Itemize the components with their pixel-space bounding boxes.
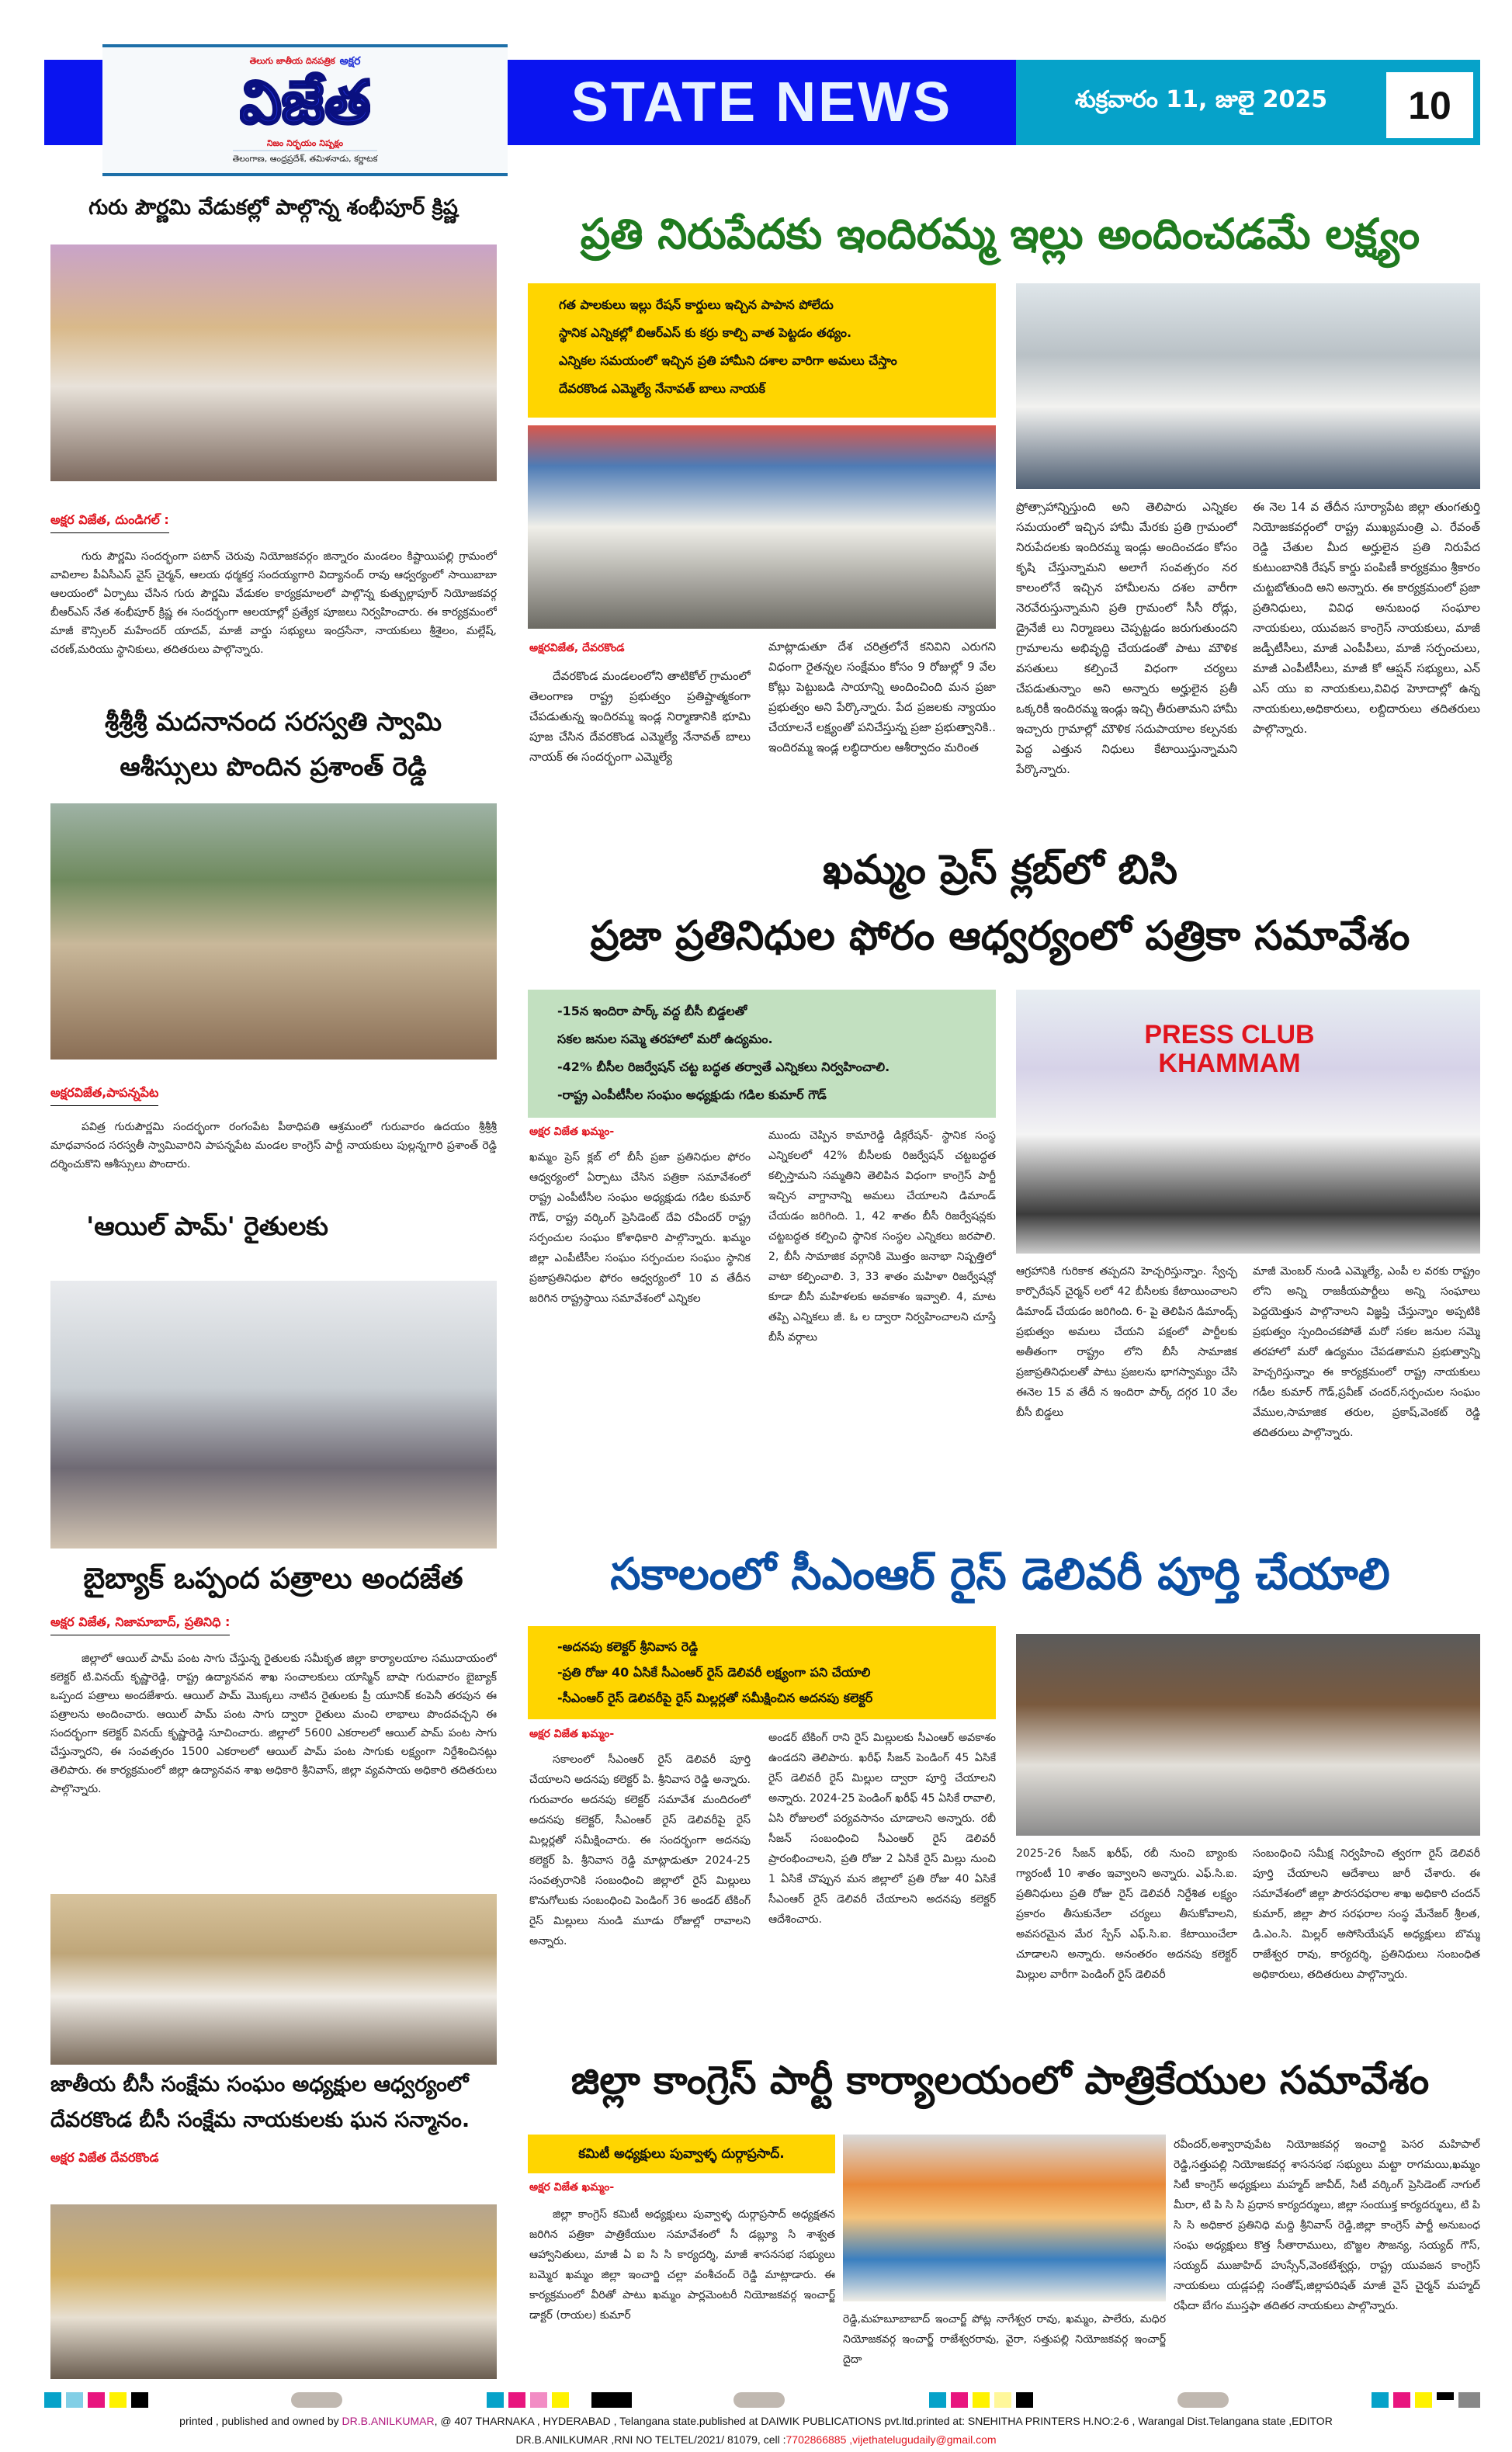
article-body: ముందు చెప్పిన కామారెడ్డి డిక్లరేషన్- స్థానిక సంస్థ ఎన్నికలలో 42% బీసీలకు రిజర్వేషన్ చట్టబద్ధత కల్పిస్తామని సమ్మతిని తెలిపిన విధంగా కాంగ్రెస్ పార్టీ ఇచ్చిన వాగ్దానాన్ని అమలు చేయాలని డిమాండ్ చేయడం జరిగింది. 1, 42 శాతం బీసీ రిజర్వేషన్లకు చట్టబద్ధత కల్పించి స్థానిక సంస్థల ఎన్నికలు జరపాలి. 2, బీసీ సామాజిక వర్గానికి మొత్తం జనాభా నిష్పత్తిలో వాటా కల్పించాలి. 3, 33 శాతం మహిళా రిజర్వేషన్లో కూడా బీసీ మహిళలకు అవకాశం ఇవ్వాలి. 4, మాట తప్పి ఎన్నికలు జీ. ఓ ల ద్వారా నిర్వహించాలని చూస్తే బీసీ వర్గాలు xyxy=(768,1129,996,1344)
article-headline: దేవరకొండ బీసీ సంక్షేమ నాయకులకు ఘన సన్మానం. xyxy=(50,2108,470,2132)
article-body: మాట్లాడుతూ దేశ చరిత్రలోనే కనివిని ఎరుగని విధంగా రైతన్నల సంక్షేమం కోసం 9 రోజుల్లో 9 వేల కోట్లు పెట్టుబడి సాయాన్ని అందించింది మన ప్రజా ప్రభుత్వం అని పేర్కొన్నారు. పేద ప్రజలకు న్యాయం చేయాలనే లక్ష్యంతో పనిచేస్తున్న ప్రజా ప్రభుత్వానికి.. ఇందిరమ్మ ఇండ్ల లబ్ధిదారుల ఆశీర్వాదం మరింత xyxy=(768,640,996,754)
imprint-text: printed , published and owned by xyxy=(179,2415,342,2427)
logo-prefix: అక్షర xyxy=(339,55,361,68)
photo-congress-meeting xyxy=(843,2135,1166,2301)
article-body: రెడ్డి,మహబూబాబాద్ ఇంచార్జ్ పోట్ల నాగేశ్వర రావు, ఖమ్మం, పాలేరు, మధిర నియోజకవర్గ ఇంచార్జ్ రాజేశ్వరరావు, వైరా, సత్తుపల్లి నియోజకవర్గ ఇంచార్జ్ దైదా xyxy=(843,2313,1166,2366)
photo-swamiji xyxy=(50,803,497,1060)
byline: అక్షర విజేత ఖమ్మం- xyxy=(529,1728,615,1740)
article-headline: ప్రజా ప్రతినిధుల ఫోరం ఆధ్వర్యంలో పత్రికా సమావేశం xyxy=(590,913,1410,959)
article-body: దేవరకొండ మండలంలోని తాటికోల్ గ్రామంలో తెలంగాణ రాష్ట్ర ప్రభుత్వం ప్రతిష్టాత్మకంగా చేపడుతున్న ఇందిరమ్మ ఇండ్ల నిర్మాణానికి భూమి పూజ చేసిన దేవరకొండ ఎమ్మెల్యే నేనావత్ బాలు నాయక్ ఈ సందర్భంగా ఎమ్మెల్యే xyxy=(529,669,751,764)
logo-name: విజేత xyxy=(239,68,371,137)
article-body: జిల్లా కాంగ్రెస్ కమిటీ అధ్యక్షులు పువ్వాళ్ళ దుర్గాప్రసాద్ అధ్యక్షతన జరిగిన పత్రికా పాత్రికేయుల సమావేశంలో సీ డబ్ల్యూ సి శాశ్వత ఆహ్వానితులు, మాజీ ఏ ఐ సి సి కార్యదర్శి, మాజీ శాసనసభ సభ్యులు బమ్మెర ఖమ్మం జిల్లా ఇంచార్జి చల్లా వంశీచంద్ రెడ్డి మాట్లాడారు. ఈ కార్యక్రమంలో వీరితో పాటు ఖమ్మం పార్లమెంటరీ నియోజకవర్గ ఇంచార్జ్ డాక్టర్ (రాయల) కుమార్ xyxy=(529,2208,835,2322)
article-body: ఖమ్మం ప్రెస్ క్లబ్ లో బీసీ ప్రజా ప్రతినిధుల ఫోరం ఆధ్వర్యంలో ఏర్పాటు చేసిన పత్రికా సమావేశంలో రాష్ట్ర ఎంపీటీసీల సంఘం అధ్యక్షుడు గడిల కుమార్ గౌడ్, రాష్ట్ర వర్కింగ్ ప్రెసిడెంట్ దేవి రవీందర్ రాష్ట్ర సర్పంచుల సంఘం కోశాధికారి పాల్గొన్నారు. ఖమ్మం జిల్లా ఎంపీటీసీల సంఘం సర్పంచుల సంఘం స్థానిక ప్రజాప్రతినిధుల ఫోరం ఆధ్వర్యంలో 10 వ తేదీన జరిగిన రాష్ట్రస్థాయి సమావేశంలో ఎన్నికల xyxy=(529,1151,751,1305)
photo-press-club xyxy=(1016,990,1480,1254)
highlight: కమిటీ అధ్యక్షులు పువ్వాళ్ళ దుర్గాప్రసాద్. xyxy=(578,2146,785,2162)
article-body: ప్రోత్సాహాన్నిస్తుంది అని తెలిపారు ఎన్నికల సమయంలో ఇచ్చిన హామీ మేరకు ప్రతి గ్రామంలో నిరుపేదలకు ఇందిరమ్మ ఇండ్లు అందించడం కోసం కృషి చేస్తున్నామని అలాగే సంవత్సరం నర కాలంలోనే ఇచ్చిన హామీలను దశల వారీగా నెరవేరుస్తున్నామని ప్రతి గ్రామంలో సీసీ రోడ్లు, డ్రైనేజీ లు నిర్మాణలు చెప్పట్టడం జరుగుతుందని గ్రామాలను అభివృద్ధి చేయడంతో పాటు మౌళిక వసతులు కల్పించే విధంగా చర్యలు చేపడుతున్నాం అని అన్నారు అర్హులైన ప్రతీ ఒక్కరికీ ఇందిరమ్మ ఇండ్లు ఇచ్చి తీరుతామని హామీ ఇచ్చారు గ్రామాల్లో మౌళిక సదుపాయాల కల్పనకు పెద్ద ఎత్తున నిధులు కేటాయిస్తున్నామని పేర్కొన్నారు. xyxy=(1016,500,1237,776)
publisher-name: DR.B.ANILKUMAR xyxy=(342,2415,435,2427)
article-headline: ఖమ్మం ప్రెస్ క్లబ్‌లో బిసి xyxy=(823,847,1177,893)
article-headline: 'ఆయిల్ పామ్' రైతులకు xyxy=(86,1211,328,1241)
highlight: దేవరకొండ ఎమ్మెల్యే నేనావత్ బాలు నాయక్ xyxy=(559,381,765,396)
article-headline: సకాలంలో సీఎంఆర్ రైస్ డెలివరీ పూర్తి చేయాలి xyxy=(610,1549,1390,1600)
imprint-text: , @ 407 THARNAKA , HYDERABAD , Telangana state.published at DAIWIK PUBLICATIONS pvt.ltd.printed at: SNEHITHA PRINTERS H.NO:2-6 , Warangal Dist.Telangana state ,EDITOR xyxy=(434,2415,1333,2427)
article-headline: బైబ్యాక్ ఒప్పంద పత్రాలు అందజేత xyxy=(83,1562,463,1595)
logo-states: తెలంగాణ, ఆంధ్రప్రదేశ్, తమిళనాడు, కర్ణాటక xyxy=(233,150,378,165)
highlight: -రాష్ట్ర ఎంపీటీసీల సంఘం అధ్యక్షుడు గడిల కుమార్ గౌడ్ xyxy=(557,1087,827,1102)
imprint-line-2 xyxy=(0,2433,1512,2447)
highlight: -15న ఇందిరా పార్క్ వద్ద బీసీ బిడ్డలతో xyxy=(557,1004,747,1018)
article-headline: ప్రతి నిరుపేదకు ఇందిరమ్మ ఇల్లు అందించడమే లక్ష్యం xyxy=(580,210,1420,258)
highlights-box xyxy=(528,283,996,418)
highlight: సకల జనుల సమ్మె తరహాలో మరో ఉద్యమం. xyxy=(557,1032,773,1046)
byline: అక్షర విజేత, దుండిగల్ : xyxy=(50,512,169,533)
highlights-box xyxy=(528,990,996,1118)
imprint-line-1 xyxy=(0,2414,1512,2428)
article-body: అండర్ టేకింగ్ రాని రైస్ మిల్లులకు సీఎంఆర్ అవకాశం ఉండదని తెలిపారు. ఖరీఫ్ సీజన్ పెండింగ్ 45 ఏసికే రైస్ డెలివరీ రైస్ మిల్లుల ద్వారా పూర్తి చేయాలని అన్నారు. 2024-25 పెండింగ్ ఖరీఫ్ 45 ఏసికే రావాలి, ఏసి రోజులలో పర్యవసానం చూడాలని అన్నారు. రబీ సీజన్ సంబంధించి సీఎంఆర్ రైస్ డెలివరీ ప్రారంభించాలని, ప్రతి రోజు 2 ఏసికే రైస్ మిల్లు నుంచి 1 ఏసికే చొప్పున మన జిల్లాలో ప్రతి రోజు 40 ఏసికే సీఎంఆర్ రైస్ డెలివరీ చేయాలని అదనపు కలెక్టర్ ఆదేశించారు. xyxy=(768,1732,996,1926)
issue-date: శుక్రవారం 11, జులై 2025 xyxy=(1074,86,1328,113)
byline: అక్షరవిజేత, దేవరకొండ xyxy=(529,642,625,654)
article-body: ఈ నెల 14 వ తేదీన సూర్యాపేట జిల్లా తుంగతుర్తి నియోజకవర్గంలో రాష్ట్ర ముఖ్యమంత్రి ఎ. రేవంత్ రెడ్డి చేతుల మీద అర్హులైన ప్రతి నిరుపేద కుటుంబానికి రేషన్ కార్డు పంపిణీ కార్యక్రమం శ్రీకారం చుట్టబోతుంది అని అన్నారు. ఈ కార్యక్రమంలో ప్రజా ప్రతినిధులు, వివిధ అనుబంధ సంఘాల నాయకులు, యువజన కాంగ్రెస్ నాయకులు, మాజీ జడ్పీటీసీలు, మాజీ ఎంపీపీలు, మాజీ సర్పంచులు, మాజీ ఎంపీటీసీలు, మాజీ కో ఆప్షన్ సభ్యులు, ఎన్ ఎస్ యు ఐ నాయకులు,వివిధ హెూదాల్లో ఉన్న నాయకులు,అధికారులు, లబ్దిదారులు తదితరులు పాల్గొన్నారు. xyxy=(1253,500,1480,736)
photo-collector-meeting xyxy=(1016,1634,1480,1836)
article-body: గురు పౌర్ణమి సందర్భంగా పటాన్ చెరువు నియోజకవర్గం జిన్నారం మండలం కిష్టాయిపల్లి గ్రామంలో వావిలాల పీఏసీఎస్ వైస్ చైర్మన్, ఆలయ ధర్మకర్త సందయ్యగారి విద్యానంద్ రావు ఆధ్వర్యంలో సాయిబాబా ఆలయంలో ఏర్పాటు చేసిన గురు పౌర్ణమి వేడుకల కార్యక్రమాలలో పాల్గొన్న కుత్బుల్లాపూర్ నియోజకవర్గ బీఆర్ఎస్ నేత శంభీపూర్ క్రిష్ణ ఈ సందర్భంగా ఆలయాల్లో ప్రత్యేక పూజలు నిర్వహించారు. ఈ కార్యక్రమంలో మాజీ కౌన్సిలర్ మహేందర్ యాదవ్, మాజీ వార్డు సభ్యులు ఇంద్రసేనా, నాయకులు శ్రీశైలం, మల్లేష్, చరణ్,మరియు స్థానికులు, తదితరులు పాల్గొన్నారు. xyxy=(50,550,497,656)
press-club-banner: PRESS CLUB KHAMMAM xyxy=(1144,1020,1315,1079)
article-body: జిల్లాలో ఆయిల్ పామ్ పంట సాగు చేస్తున్న రైతులకు సమీకృత జిల్లా కార్యాలయాల సముదాయంలో కలెక్టర్ టి.వినయ్ కృష్ణారెడ్డి, రాష్ట్ర ఉద్యానవన శాఖ సంచాలకులు యాస్మిన్ బాషా గురువారం బైబ్యాక్ ఒప్పంద పత్రాలు అందజేశారు. ఆయిల్ పామ్ మొక్కలు నాటిన రైతులకు ప్రీ యూనిక్ కంపెనీ తరపున ఈ పత్రాలను అందించారు. ఆయిల్ పామ్ పంట సాగు ద్వారా రైతులు మంచి లాభాలు పొందవచ్చని ఈ సందర్భంగా కలెక్టర్ వినయ్ కృష్ణారెడ్డి సూచించారు. జిల్లాలో 5600 ఎకరాలలో ఆయిల్ పామ్ పంట సాగు చేస్తున్నారని, ఈ సంవత్సరం 1500 ఎకరాలలో ఆయిల్ పామ్ పంట సాగుకు లక్ష్యంగా నిర్దేశించినట్లు తెలిపారు. ఈ కార్యక్రమంలో జిల్లా ఉద్యానవన శాఖ అధికారి శ్రీనివాస్, జిల్లా వ్యవసాయ అధికారి తదితరులు పాల్గొన్నారు. xyxy=(50,1653,497,1795)
contact-info[interactable]: 7702866885 ,vijethatelugudaily@gmail.com xyxy=(785,2433,997,2446)
article-headline: ఆశీస్సులు పొందిన ప్రశాంత్ రెడ్డి xyxy=(120,751,427,782)
byline: అక్షరవిజేత,పాపన్నపేట xyxy=(50,1085,158,1106)
page-number: 10 xyxy=(1386,72,1473,138)
article-body: రవీందర్,అశ్వారావుపేట నియోజకవర్గ ఇంచార్జి పెసర మహిపాల్ రెడ్డి,సత్తుపల్లి నియోజకవర్గ శాసనసభ సభ్యులు మట్టా రాగమయి,ఖమ్మం సిటీ కాంగ్రెస్ అధ్యక్షులు మహ్మద్ జావీద్, సిటీ వర్కింగ్ ప్రెసిడెంట్ నాగుల్ మీరా, టి పి సి సి ప్రధాన కార్యదర్శులు, జిల్లా సంయుక్త కార్యదర్శులు, టి పి సి సి అధికార ప్రతినిధి మద్ది శ్రీనివాస్ రెడ్డి,జిల్లా కాంగ్రెస్ పార్టీ అనుబంధ సంఘ అధ్యక్షులు కొత్త సీతారాములు, బొజ్జల సౌజన్య, సయ్యద్ గౌస్, సయ్యద్ ముజాహిద్ హుస్సేన్,వెంకటేశ్వర్లు, రాష్ట్ర యువజన కాంగ్రెస్ నాయకులు యడ్లపల్లి సంతోష్,జిల్లాపరిషత్ మాజీ వైస్ చైర్మన్ మహ్మద్ రఫీదా బేగం ముస్తఫా తదితర నాయకులు పాల్గొన్నారు. xyxy=(1174,2138,1480,2312)
byline: అక్షర విజేత ఖమ్మం- xyxy=(529,2181,615,2194)
article-headline: జాతీయ బీసీ సంక్షేమ సంఘం అధ్యక్షుల ఆధ్వర్యంలో xyxy=(50,2072,469,2097)
highlights-box xyxy=(528,2135,835,2173)
article-headline: గురు పౌర్ణమి వేడుకల్లో పాల్గొన్న శంభీపూర్ క్రిష్ణ xyxy=(88,196,458,220)
section-title: STATE NEWS xyxy=(570,71,953,134)
highlight: -సీఎంఆర్ రైస్ డెలివరీపై రైస్ మిల్లర్లతో సమీక్షించిన అదనపు కలెక్టర్ xyxy=(557,1691,873,1705)
photo-bc-felicitation xyxy=(50,1894,497,2065)
imprint-text: DR.B.ANILKUMAR ,RNI NO TELTEL/2021/ 81079, cell : xyxy=(515,2433,786,2446)
article-body: సకాలంలో సీఎంఆర్ రైస్ డెలివరీ పూర్తి చేయాలని అదనపు కలెక్టర్ పి. శ్రీనివాస రెడ్డి అన్నారు. గురువారం అదనపు కలెక్టర్ సమావేశ మందిరంలో అదనపు కలెక్టర్, సీఎంఆర్ రైస్ డెలివరీపై రైస్ మిల్లర్లతో సమీక్షించారు. ఈ సందర్భంగా అదనపు కలెక్టర్ పి. శ్రీనివాస రెడ్డి మాట్లాడుతూ 2024-25 సంవత్సరానికి సంబంధించి జిల్లాలో రైస్ మిల్లులు కొనుగోలుకు సంబంధించి పెండింగ్ 36 అండర్ టేకింగ్ రైస్ మిల్లులు నుండి మూడు రోజుల్లో రావాలని అన్నారు. xyxy=(529,1753,751,1947)
logo-slogan: నిజం నిర్భయం నిష్పక్షం xyxy=(266,138,344,148)
newspaper-logo xyxy=(102,44,508,176)
article-headline: శ్రీశ్రీశ్రీ మదనానంద సరస్వతి స్వామి xyxy=(104,706,442,737)
article-body: ఆగ్రహానికి గురికాక తప్పదని హెచ్చరిస్తున్నాం. స్వేచ్ఛ కార్పొరేషన్ చైర్మన్ లలో 42 బీసీలకు కేటాయించాలని డిమాండ్ చేయడం జరిగింది. 6- పై తెలిపిన డిమాండ్స్ ప్రభుత్వం అమలు చేయని పక్షంలో పార్టీలకు అతీతంగా రాష్ట్రం లోని బీసీ సామాజిక ప్రజాప్రతినిధులతో పాటు ప్రజలను భాగస్వామ్యం చేసి ఈనెల 15 వ తేదీ న ఇందిరా పార్క్ దగ్గర 10 వేల బీసీ బిడ్డలు xyxy=(1016,1265,1237,1419)
byline: అక్షర విజేత, నిజామాబాద్, ప్రతినిధి : xyxy=(50,1614,230,1635)
article-body: పవిత్ర గురుపౌర్ణమి సందర్భంగా రంగంపేట పీఠాధిపతి ఆశ్రమంలో గురువారం ఉదయం శ్రీశ్రీశ్రీ మాధవానంద సరస్వతీ స్వామివారిని పాపన్నపేట మండల కాంగ్రెస్ పార్టీ నాయకులు పుల్లన్నగారి ప్రశాంత్ రెడ్డి దర్శించుకొని ఆశీస్సులు పొందారు. xyxy=(50,1121,497,1171)
highlight: -42% బీసీల రిజర్వేషన్ చట్ట బద్ధత తర్వాతే ఎన్నికలు నిర్వహించాలి. xyxy=(557,1060,890,1074)
color-registration-bars xyxy=(44,2392,1480,2408)
article-body: సంబంధించి సమీక్ష నిర్వహించి త్వరగా రైస్ డెలివరీ పూర్తి చేయాలని ఆదేశాలు జారీ చేశారు. ఈ సమావేశంలో జిల్లా పౌరసరఫరాల శాఖ అధికారి చందన్ కుమార్, జిల్లా పౌర సరఫరాల సంస్థ మేనేజర్ శ్రీలత, డి.ఎం.సి. మిల్లర్ అసోసియేషన్ అధ్యక్షులు బొమ్మ రాజేశ్వర రావు, కార్యదర్శి, ప్రతినిధులు సంబంధిత అధికారులు, తదితరులు పాల్గొన్నారు. xyxy=(1253,1847,1480,1981)
highlights-box xyxy=(528,1626,996,1719)
article-headline: జిల్లా కాంగ్రెస్ పార్టీ కార్యాలయంలో పాత్రికేయుల సమావేశం xyxy=(570,2058,1430,2103)
photo-indiramma-event xyxy=(528,425,996,629)
article-body: 2025-26 సీజన్ ఖరీఫ్, రబీ నుంచి బ్యాంకు గ్యారంటీ 10 శాతం ఇవ్వాలని అన్నారు. ఎఫ్.సి.ఐ. ప్రతినిధులు ప్రతి రోజు రైస్ డెలివరీ నిర్దేశిత లక్ష్యం ప్రకారం తీసుకునేలా చర్యలు తీసుకోవాలని, అవసరమైన మేర స్పేస్ ఎఫ్.సి.ఐ. కేటాయించేలా చూడాలని అన్నారు. అనంతరం అదనపు కలెక్టర్ మిల్లుల వారీగా పెండింగ్ రైస్ డెలివరీ xyxy=(1016,1847,1237,1981)
byline: అక్షర విజేత ఖమ్మం- xyxy=(529,1125,615,1138)
highlight: -అదనపు కలెక్టర్ శ్రీనివాస రెడ్డి xyxy=(557,1639,699,1654)
photo-guru-pournami xyxy=(50,245,497,481)
byline: అక్షర విజేత దేవరకొండ xyxy=(50,2150,159,2165)
photo-oil-palm xyxy=(50,1281,497,1549)
logo-tagline: తెలుగు జాతీయ దినపత్రిక xyxy=(249,56,335,66)
highlight: -ప్రతి రోజు 40 ఏసికే సీఎంఆర్ రైస్ డెలివరీ లక్ష్యంగా పని చేయాలి xyxy=(557,1665,871,1680)
highlight: ఎన్నికల సమయంలో ఇచ్చిన ప్రతి హామీని దశాల వారిగా అమలు చేస్తాం xyxy=(559,353,897,368)
photo-indiramma-group xyxy=(1016,283,1480,489)
photo-bc-leaders xyxy=(50,2204,497,2379)
article-body: మాజీ మెంబర్ నుండి ఎమ్మెల్యే, ఎంపీ ల వరకు రాష్ట్రం లోని అన్ని రాజకీయపార్టీలు అన్ని సంఘాలు పెద్దయెత్తున పాల్గొనాలని విజ్ఞప్తి చేస్తున్నాం అప్పటికి ప్రభుత్వం స్పందించకపోతే మరో సకల జనుల సమ్మె తరహాలో మరో ఉద్యమం చేపడతామని ప్రభుత్వాన్ని హెచ్చరిస్తున్నాం ఈ కార్యక్రమంలో రాష్ట్ర నాయకులు గడీల కుమార్ గౌడ్,ప్రవీణ్ చందర్,సర్పంచుల సంఘం వేముల,సామాజిక తరుల, ప్రకాష్,వెంకట్ రెడ్డి తదితరులు పాల్గొన్నారు. xyxy=(1253,1265,1480,1439)
highlight: గత పాలకులు ఇల్లు రేషన్ కార్డులు ఇచ్చిన పాపాన పోలేదు xyxy=(559,297,834,312)
highlight: స్థానిక ఎన్నికల్లో బిఆర్ఎస్ కు కర్రు కాల్చి వాత పెట్టడం తథ్యం. xyxy=(559,325,852,340)
